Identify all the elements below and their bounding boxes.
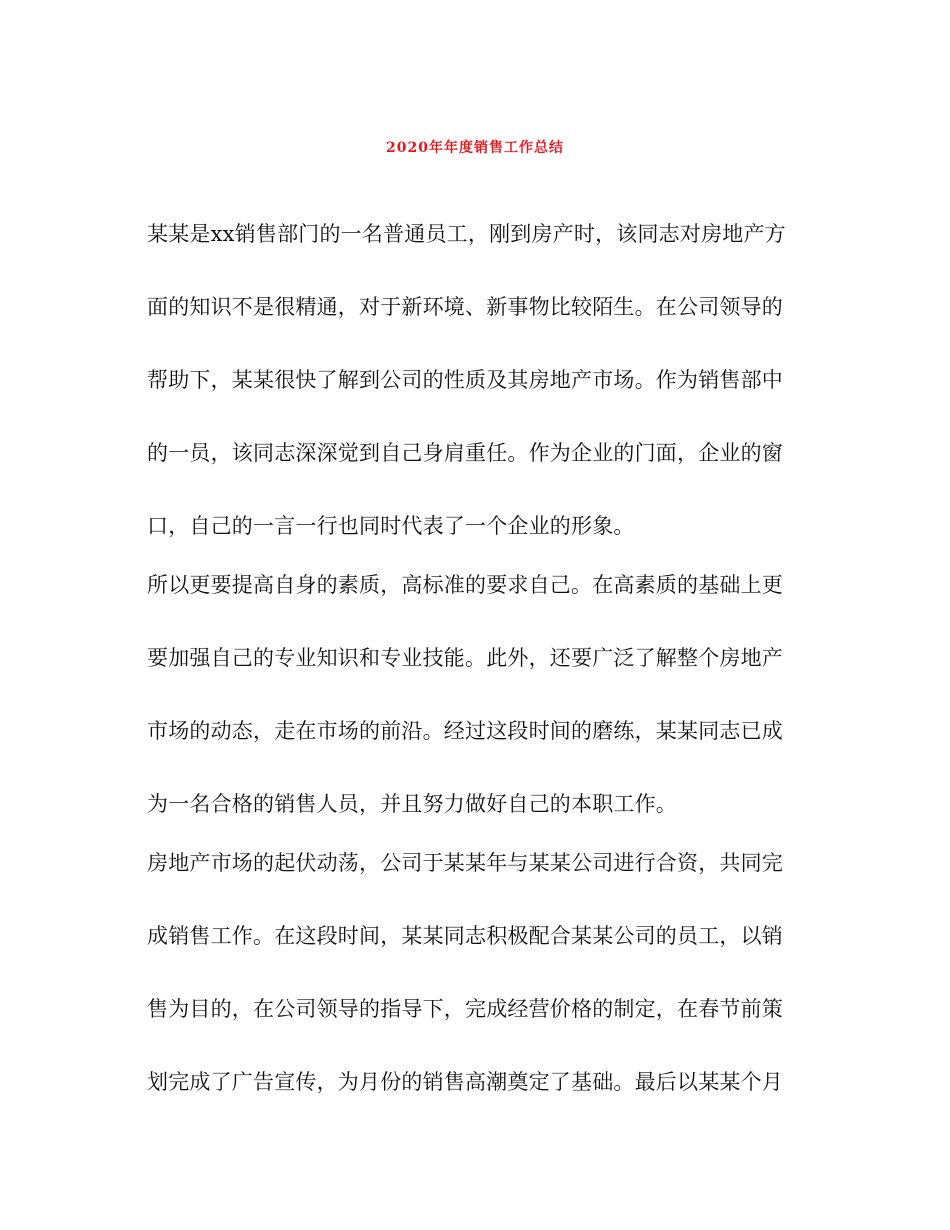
body-line: 口，自己的一言一行也同时代表了一个企业的形象。 (147, 514, 635, 538)
body-line: 市场的动态，走在市场的前沿。经过这段时间的磨练，某某同志已成 (147, 719, 783, 743)
body-line: 要加强自己的专业知识和专业技能。此外，还要广泛了解整个房地产 (147, 646, 783, 670)
body-line: 售为目的，在公司领导的指导下，完成经营价格的制定，在春节前策 (147, 997, 783, 1021)
body-line: 房地产市场的起伏动荡，公司于某某年与某某公司进行合资，共同完 (147, 851, 783, 875)
body-line: 所以更要提高自身的素质，高标准的要求自己。在高素质的基础上更 (147, 573, 783, 597)
body-line: 为一名合格的销售人员，并且努力做好自己的本职工作。 (147, 792, 677, 816)
body-line: 划完成了广告宣传，为月份的销售高潮奠定了基础。最后以某某个月 (147, 1070, 783, 1094)
body-line: 帮助下，某某很快了解到公司的性质及其房地产市场。作为销售部中 (147, 368, 783, 392)
body-line: 的一员，该同志深深觉到自己身肩重任。作为企业的门面，企业的窗 (147, 441, 783, 465)
document-title: 2020年年度销售工作总结 (386, 140, 564, 156)
body-line: 面的知识不是很精通，对于新环境、新事物比较陌生。在公司领导的 (147, 295, 783, 319)
body-line: 某某是xx销售部门的一名普通员工，刚到房产时，该同志对房地产方 (147, 222, 786, 246)
body-line: 成销售工作。在这段时间，某某同志积极配合某某公司的员工，以销 (147, 924, 783, 948)
